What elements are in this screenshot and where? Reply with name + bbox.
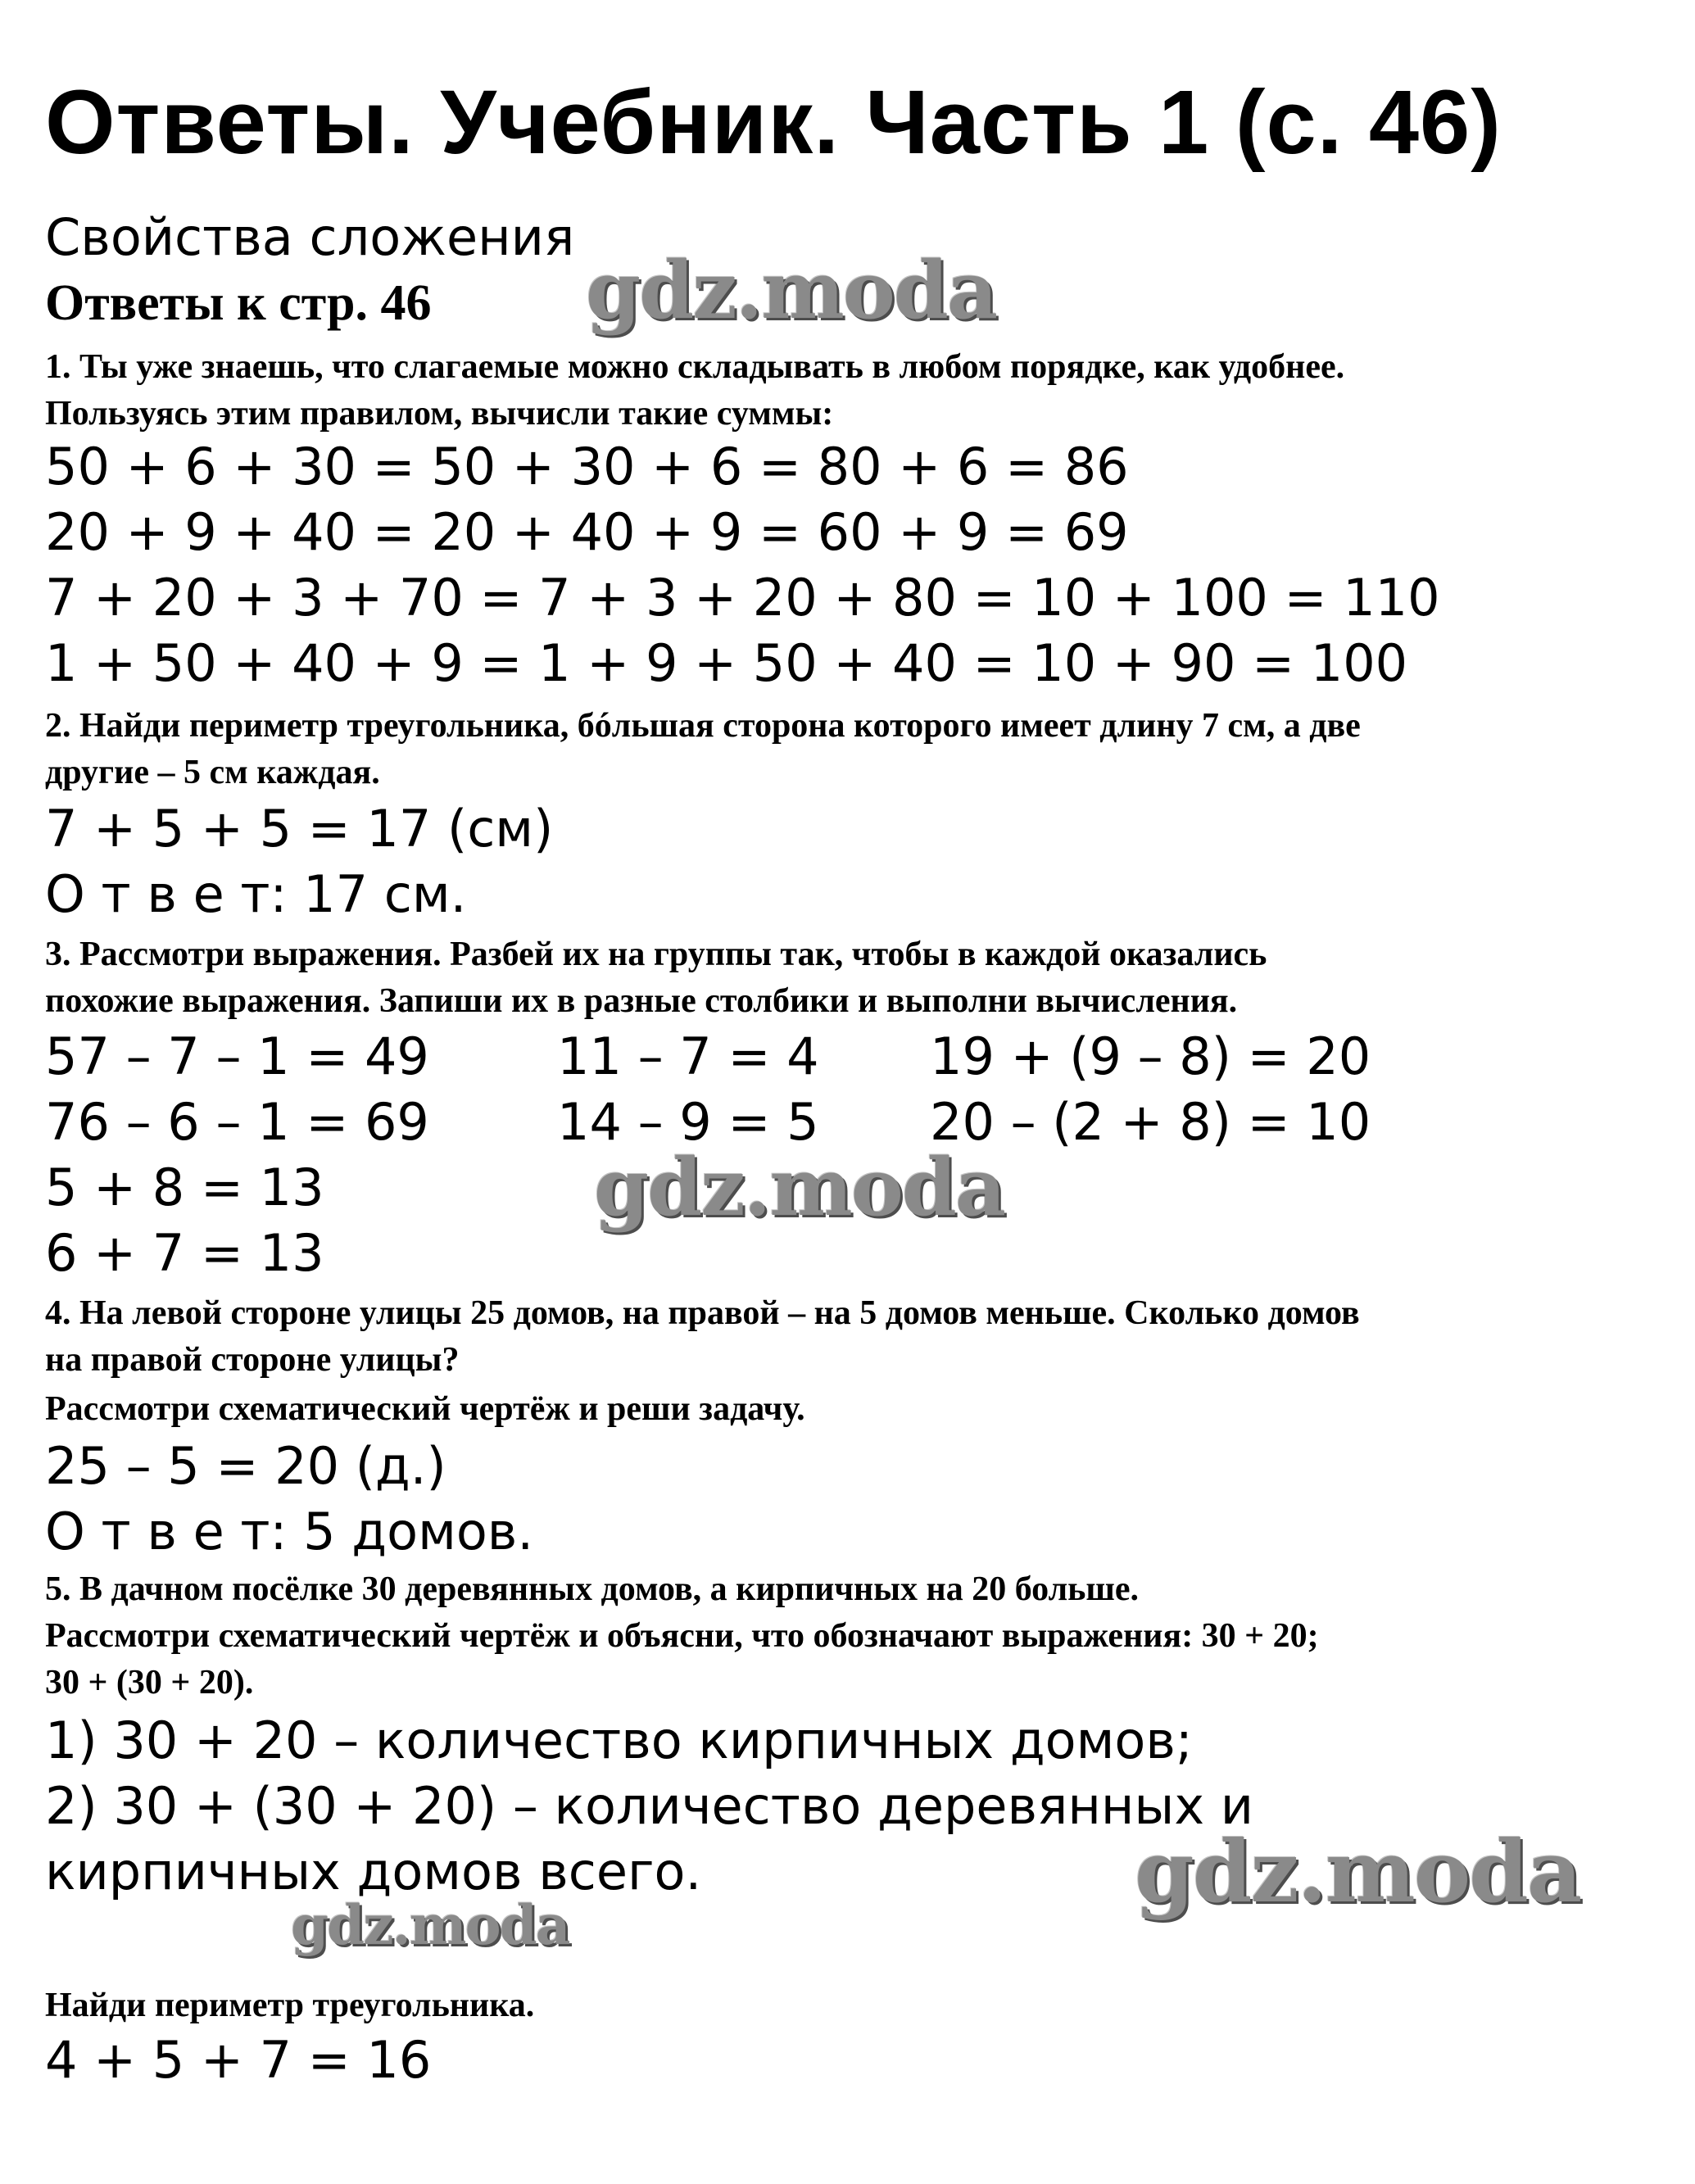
task3-text-line1: 3. Рассмотри выражения. Разбей их на группы так, чтобы в каждой оказались: [45, 936, 1267, 973]
task1-answer-2: 20 + 9 + 40 = 20 + 40 + 9 = 60 + 9 = 69: [45, 502, 1129, 562]
task5-answer-1: 1) 30 + 20 – количество кирпичных домов;: [45, 1710, 1193, 1770]
watermark-logo: gdz.moda: [594, 1141, 1005, 1234]
task4-text-line3: Рассмотри схематический чертёж и реши задачу.: [45, 1390, 805, 1428]
task5-text-line1: 5. В дачном посёлке 30 деревянных домов, а кирпичных на 20 больше.: [45, 1570, 1139, 1608]
task1-answer-4: 1 + 50 + 40 + 9 = 1 + 9 + 50 + 40 = 10 + 90 = 100: [45, 633, 1408, 693]
task3-col2-row1: 11 – 7 = 4: [557, 1026, 819, 1086]
task3-col2-row2: 14 – 9 = 5: [557, 1092, 819, 1152]
task4-result: О т в е т: 5 домов.: [45, 1502, 534, 1561]
watermark-logo: gdz.moda: [1135, 1821, 1581, 1922]
task2-text-line2: другие – 5 см каждая.: [45, 754, 380, 791]
task4-answer: 25 – 5 = 20 (д.): [45, 1436, 446, 1496]
task2-result: О т в е т: 17 см.: [45, 864, 467, 924]
watermark-logo: gdz.moda: [586, 244, 997, 337]
task2-text-line1: 2. Найди периметр треугольника, бóльшая сторона которого имеет длину 7 см, а две: [45, 707, 1361, 745]
task5-text-line2: Рассмотри схематический чертёж и объясни, что обозначают выражения: 30 + 20;: [45, 1617, 1319, 1655]
task3-col1-row1: 57 – 7 – 1 = 49: [45, 1026, 429, 1086]
task6-answer: 4 + 5 + 7 = 16: [45, 2030, 432, 2090]
task5-answer-2: 2) 30 + (30 + 20) – количество деревянных и: [45, 1776, 1254, 1836]
page-reference: Ответы к стр. 46: [45, 275, 432, 331]
task2-answer: 7 + 5 + 5 = 17 (см): [45, 799, 554, 859]
watermark-logo: gdz.moda: [291, 1893, 569, 1957]
task4-text-line1: 4. На левой стороне улицы 25 домов, на правой – на 5 домов меньше. Сколько домов: [45, 1294, 1360, 1332]
task3-col1-row2: 76 – 6 – 1 = 69: [45, 1092, 429, 1152]
section-subtitle: Свойства сложения: [45, 207, 575, 267]
task1-text-line2: Пользуясь этим правилом, вычисли такие суммы:: [45, 395, 834, 433]
task1-answer-3: 7 + 20 + 3 + 70 = 7 + 3 + 20 + 80 = 10 + 100 = 110: [45, 568, 1440, 628]
task3-col3-row1: 19 + (9 – 8) = 20: [930, 1026, 1371, 1086]
page-title: Ответы. Учебник. Часть 1 (с. 46): [45, 72, 1502, 173]
task6-text-line1: Найди периметр треугольника.: [45, 1987, 535, 2024]
task3-text-line2: похожие выражения. Запиши их в разные столбики и выполни вычисления.: [45, 982, 1238, 1020]
task1-text-line1: 1. Ты уже знаешь, что слагаемые можно складывать в любом порядке, как удобнее.: [45, 348, 1345, 386]
task1-answer-1: 50 + 6 + 30 = 50 + 30 + 6 = 80 + 6 = 86: [45, 437, 1129, 496]
task3-col3-row2: 20 – (2 + 8) = 10: [930, 1092, 1371, 1152]
task5-text-line3: 30 + (30 + 20).: [45, 1664, 254, 1701]
task3-col1-row3: 5 + 8 = 13: [45, 1158, 324, 1217]
task5-answer-3: кирпичных домов всего.: [45, 1842, 702, 1901]
task4-text-line2: на правой стороне улицы?: [45, 1341, 460, 1379]
task3-col1-row4: 6 + 7 = 13: [45, 1223, 324, 1283]
